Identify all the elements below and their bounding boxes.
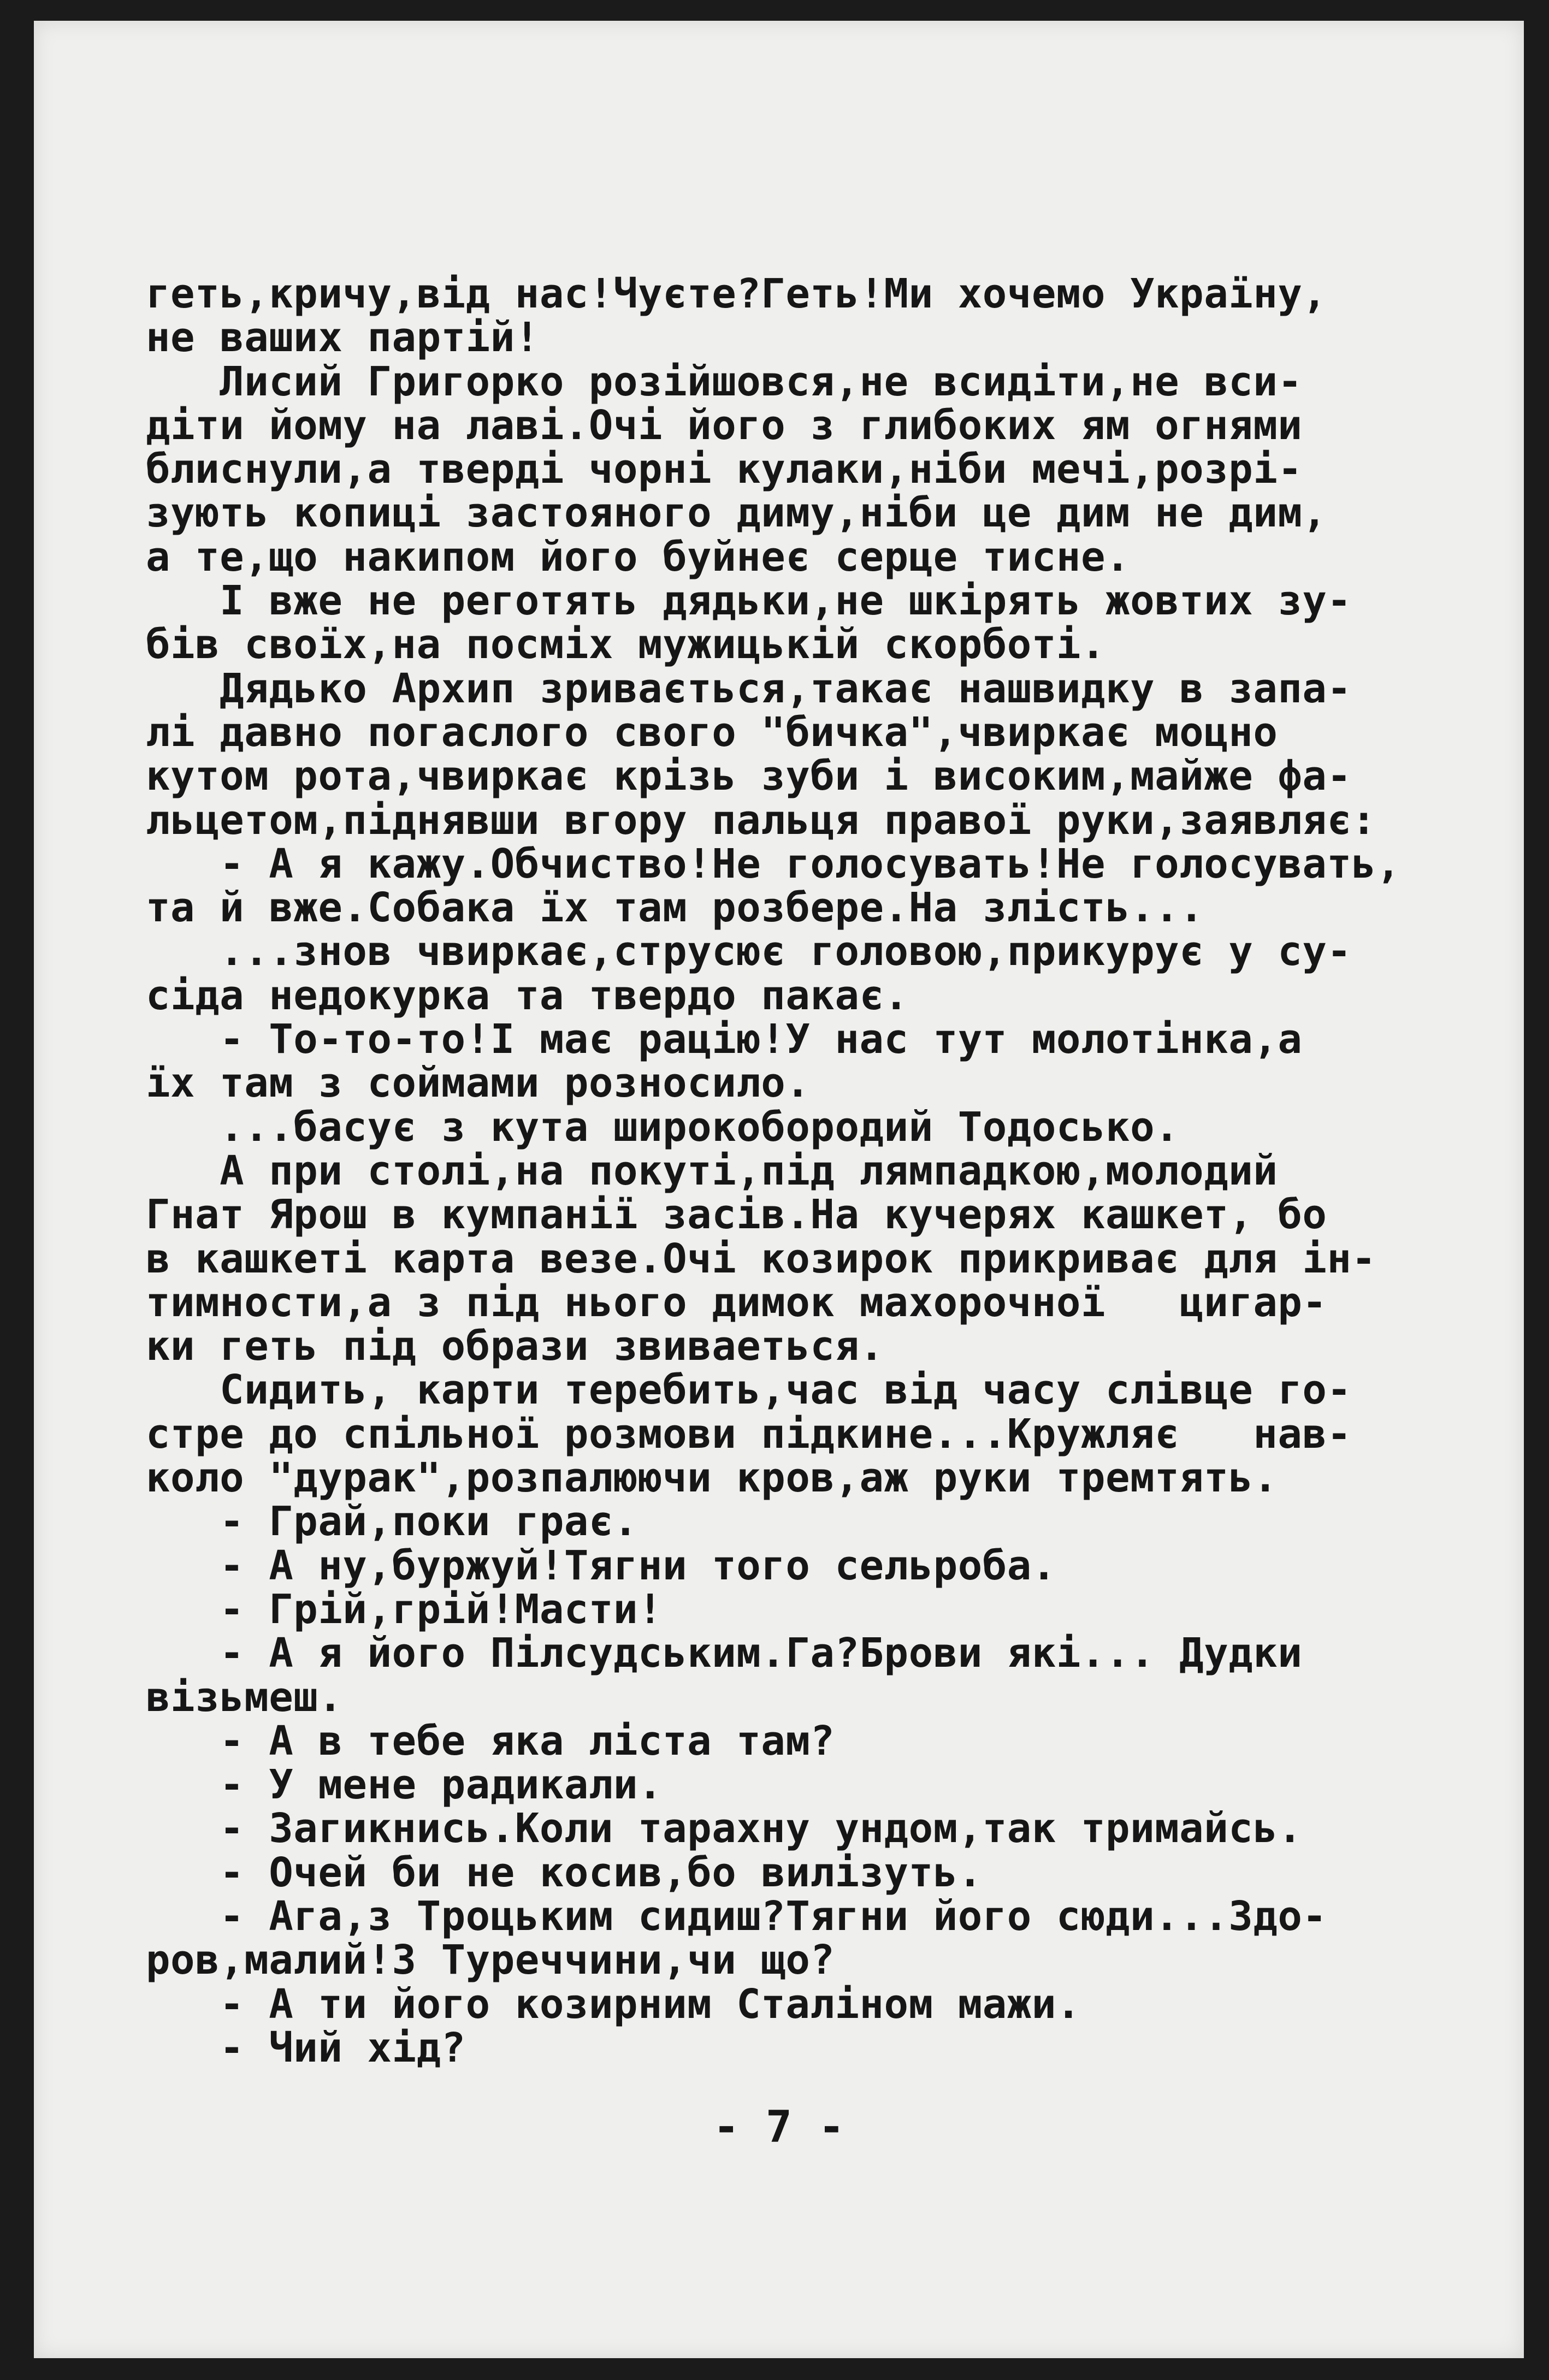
page-number: - 7 - [713, 2101, 845, 2152]
text-line: зують копиці застояного диму,ніби це дим не дим, [146, 489, 1327, 537]
text-line: - А ти його козирним Сталіном мажи. [146, 1980, 1081, 2028]
text-line: - А в тебе яка ліста там? [146, 1717, 835, 1765]
page-text [146, 272, 1435, 2070]
text-line: - Очей би не косив,бо вилізуть. [146, 1849, 983, 1896]
text-line: коло "дурак",розпалюючи кров,аж руки тремтять. [146, 1454, 1278, 1502]
text-line: - Грій,грій!Масти! [146, 1585, 663, 1633]
text-line: І вже не реготять дядьки,не шкірять жовтих зу- [146, 577, 1352, 625]
text-line: - А я кажу.Обчиство!Не голосувать!Не голосувать, [146, 840, 1401, 887]
text-line: Гнат Ярош в кумпанії засів.На кучерях кашкет, бо [146, 1191, 1327, 1239]
text-line: ров,малий!З Туреччини,чи що? [146, 1937, 835, 1984]
text-line: ...басує з кута широкобородий Тодосько. [146, 1103, 1180, 1151]
text-line: - Чий хід? [146, 2024, 466, 2071]
text-line: - Загикнись.Коли тарахну ундом,так тримайсь. [146, 1805, 1303, 1852]
text-line: геть,кричу,від нас!Чуєте?Геть!Ми хочемо Україну, [146, 270, 1327, 317]
text-line: - А я його Пілсудським.Га?Брови які... Дудки [146, 1630, 1303, 1677]
text-line: та й вже.Собака їх там розбере.На злість... [146, 884, 1204, 932]
text-line: а те,що накипом його буйнеє серце тисне. [146, 533, 1131, 581]
text-line: Лисий Григорко розійшовся,не всидіти,не вси- [146, 358, 1303, 405]
text-line: візьмеш. [146, 1673, 343, 1721]
text-line: Дядько Архип зривається,такає нашвидку в запа- [146, 665, 1352, 712]
text-line: сіда недокурка та твердо пакає. [146, 972, 909, 1019]
text-line: в кашкеті карта везе.Очі козирок прикриває для ін- [146, 1235, 1376, 1282]
text-line: ...знов чвиркає,струсює головою,прикурує у су- [146, 928, 1352, 975]
text-line: бів своїх,на посміх мужицькій скорботі. [146, 621, 1106, 668]
text-line: кутом рота,чвиркає крізь зуби і високим,майже фа- [146, 753, 1352, 800]
text-line: - Грай,поки грає. [146, 1498, 638, 1546]
text-line: - Ага,з Троцьким сидиш?Тягни його сюди...Здо- [146, 1892, 1327, 1940]
text-line: не ваших партій! [146, 314, 540, 362]
text-line: тимности,а з під нього димок махорочної цигар- [146, 1278, 1327, 1326]
text-line: - У мене радикали. [146, 1761, 663, 1809]
text-line: А при столі,на покуті,під лямпадкою,молодий [146, 1147, 1278, 1194]
text-line: Сидить, карти теребить,час від часу слівце го- [146, 1366, 1352, 1414]
text-line: ки геть під образи звиваеться. [146, 1323, 884, 1370]
text-line: - То-то-то!І має рацію!У нас тут молотінка,а [146, 1016, 1303, 1063]
text-line: діти йому на лаві.Очі його з глибоких ям огнями [146, 401, 1303, 449]
text-line: льцетом,піднявши вгору пальця правої руки,заявляє: [146, 796, 1376, 844]
text-line: блиснули,а тверді чорні кулаки,ніби мечі,розрі- [146, 446, 1303, 493]
book-page [34, 21, 1524, 2358]
text-line: їх там з соймами розносило. [146, 1059, 811, 1107]
text-line: стре до спільної розмови підкине...Кружляє нав- [146, 1410, 1352, 1458]
text-line: - А ну,буржуй!Тягни того сельроба. [146, 1542, 1056, 1589]
text-line: лі давно погаслого свого "бичка",чвиркає моцно [146, 708, 1278, 756]
